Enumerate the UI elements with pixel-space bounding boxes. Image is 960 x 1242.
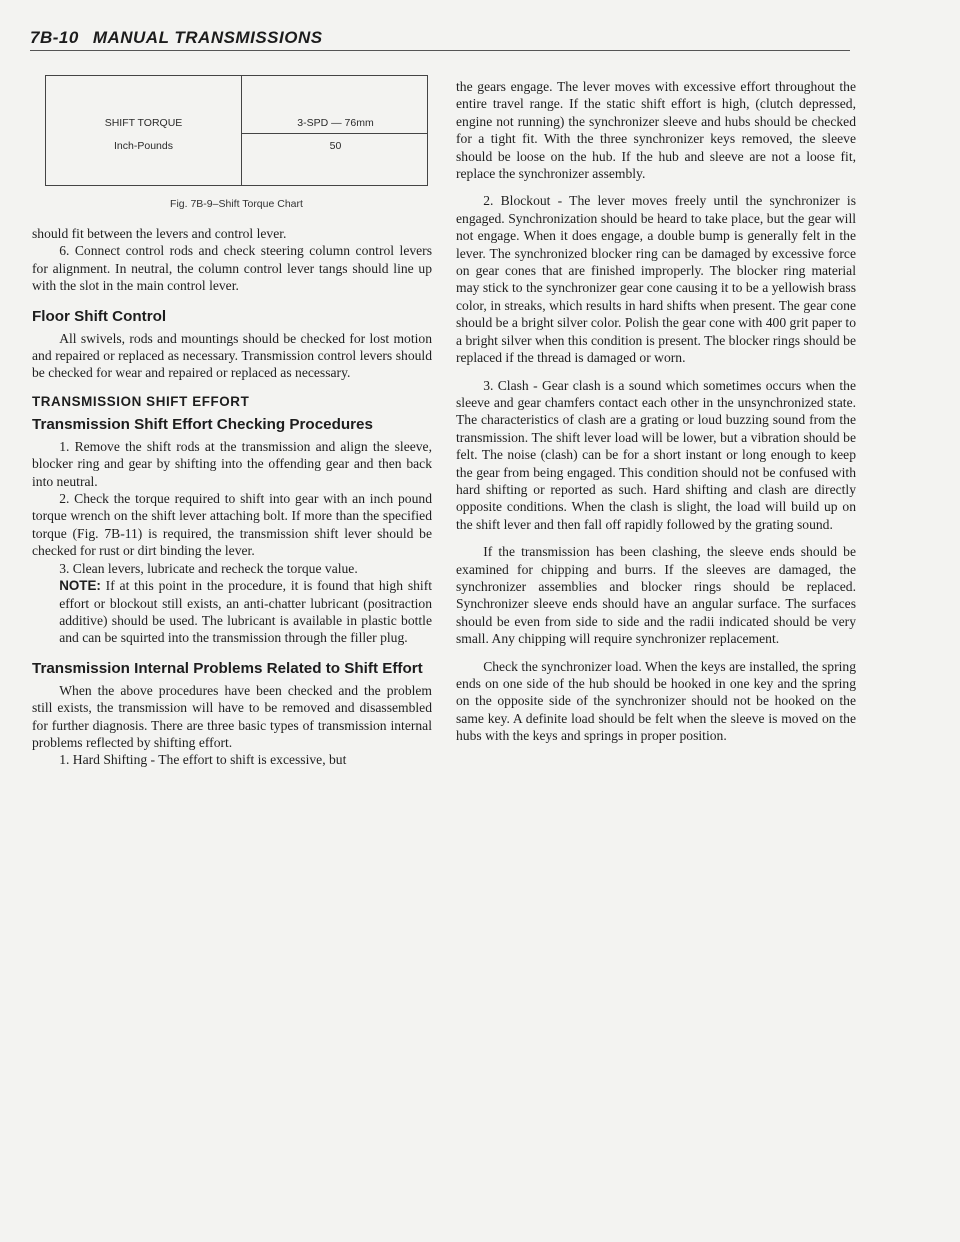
paragraph: All swivels, rods and mountings should be checked for lost motion and repaired or replaced as necessary. Transmission control levers should be checked for wear and repaired or replaced as necessary. xyxy=(32,330,432,381)
note xyxy=(32,577,432,647)
paragraph: 3. Clash - Gear clash is a sound which sometimes occurs when the sleeve and gear chamfers contact each other in the unsynchronized state. The characteristics of clash are a grating or loud buzzing sound from the transmission. The shift lever load will be lower, but a vibration should be felt. The noise (clash) can be for a short instant or long enough to keep the gear from being engaged. This condition should not be confused with hard shifting or reported as such. Hard shifting and clash are directly opposite conditions. When the clash is slight, the load will build up on the shift lever and then fall off rapidly followed by the grating sound. xyxy=(456,377,856,532)
paragraph: 6. Connect control rods and check steering column control levers for alignment. In neutral, the column control lever tangs should line up with the slot in the main control lever. xyxy=(32,243,432,294)
note-label: NOTE: xyxy=(59,578,101,594)
left-column xyxy=(32,225,432,769)
header-rule xyxy=(30,50,850,51)
shift-torque-table xyxy=(45,75,428,186)
table-divider-vertical xyxy=(241,76,242,185)
heading-floor-shift-control: Floor Shift Control xyxy=(32,307,167,325)
right-column xyxy=(456,78,856,745)
page-header xyxy=(30,28,850,48)
step-1: 1. Remove the shift rods at the transmission and align the sleeve, blocker ring and gear by shifting into the offending gear and then back into neutral. xyxy=(32,438,432,489)
heading-checking-procedures: Transmission Shift Effort Checking Procedures xyxy=(32,415,373,433)
note-text: If at this point in the procedure, it is found that high shift effort or blockout still exists, an anti-chatter lubricant (positraction additive) should be used. The lubricant is available in plastic bottle and can be squirted into the transmission through the filler plug. xyxy=(59,578,432,646)
paragraph: 1. Hard Shifting - The effort to shift is excessive, but xyxy=(59,752,347,768)
step-2: 2. Check the torque required to shift into gear with an inch pound torque wrench on the shift lever attaching bolt. If more than the specified torque (Fig. 7B-11) is required, the transmission shift lever should be checked for rust or dirt binding the lever. xyxy=(32,491,432,559)
heading-transmission-shift-effort: TRANSMISSION SHIFT EFFORT xyxy=(32,393,250,409)
table-value: 50 xyxy=(329,140,342,152)
paragraph: 2. Blockout - The lever moves freely until the synchronizer is engaged. Synchronization should be heard to take place, but the gear will not engage. When it does engage, a double bump is generally felt in the lever. The synchronized blocker ring can be damaged by excessive force on gear cones that are finished improperly. The blocker ring material may stick to the synchronizer gear cone causing it to be a yellowish brass color, in streaks, which results in hard shifts when present. The gear cone should be a bright silver color. Polish the gear cone with 400 grit paper to a bright silver when this condition is present. The blocker rings should be replaced if the thread is damaged or worn. xyxy=(456,193,856,366)
heading-internal-problems: Transmission Internal Problems Related to Shift Effort xyxy=(32,659,423,677)
table-column-header: 3-SPD — 76mm xyxy=(297,117,374,129)
paragraph: should fit between the levers and control lever. xyxy=(32,226,287,241)
table-divider-horizontal xyxy=(241,133,428,134)
page-number: 7B-10 xyxy=(30,28,79,47)
step-3: 3. Clean levers, lubricate and recheck the torque value. xyxy=(59,560,358,576)
table-row-label: SHIFT TORQUE xyxy=(104,117,183,129)
paragraph: the gears engage. The lever moves with excessive effort throughout the entire travel range. If the static shift effort is high, (clutch depressed, engine not running) the synchronizer sleeve and hubs should be checked for a tight fit. With the three synchronizer keys removed, the sleeve should be loose on the hub. If the hub and sleeve are not a loose fit, replace the synchronizer assembly. xyxy=(456,79,856,182)
paragraph: Check the synchronizer load. When the keys are installed, the spring ends on one side of the hub should be hooked in one key and the spring on the opposite side of the synchronizer should not be hooked on the same key. A definite load should be felt when the sleeve is moved on the hubs with the keys and springs in proper position. xyxy=(456,658,856,744)
section-title: MANUAL TRANSMISSIONS xyxy=(92,28,323,47)
paragraph: If the transmission has been clashing, the sleeve ends should be examined for chipping and burrs. If the sleeves are damaged, the synchronizer assemblies and blocker rings should be replaced. Synchronizer sleeve ends should have an angular surface. The surfaces should be even from side to side and the radii indicated should be very small. Any chipping will require synchronizer replacement. xyxy=(456,544,856,647)
table-row-unit: Inch-Pounds xyxy=(114,140,173,152)
paragraph: When the above procedures have been checked and the problem still exists, the transmission will have to be removed and disassembled for further diagnosis. There are three basic types of transmission internal problems reflected by shifting effort. xyxy=(32,682,432,750)
figure-caption: Fig. 7B-9–Shift Torque Chart xyxy=(170,198,303,210)
